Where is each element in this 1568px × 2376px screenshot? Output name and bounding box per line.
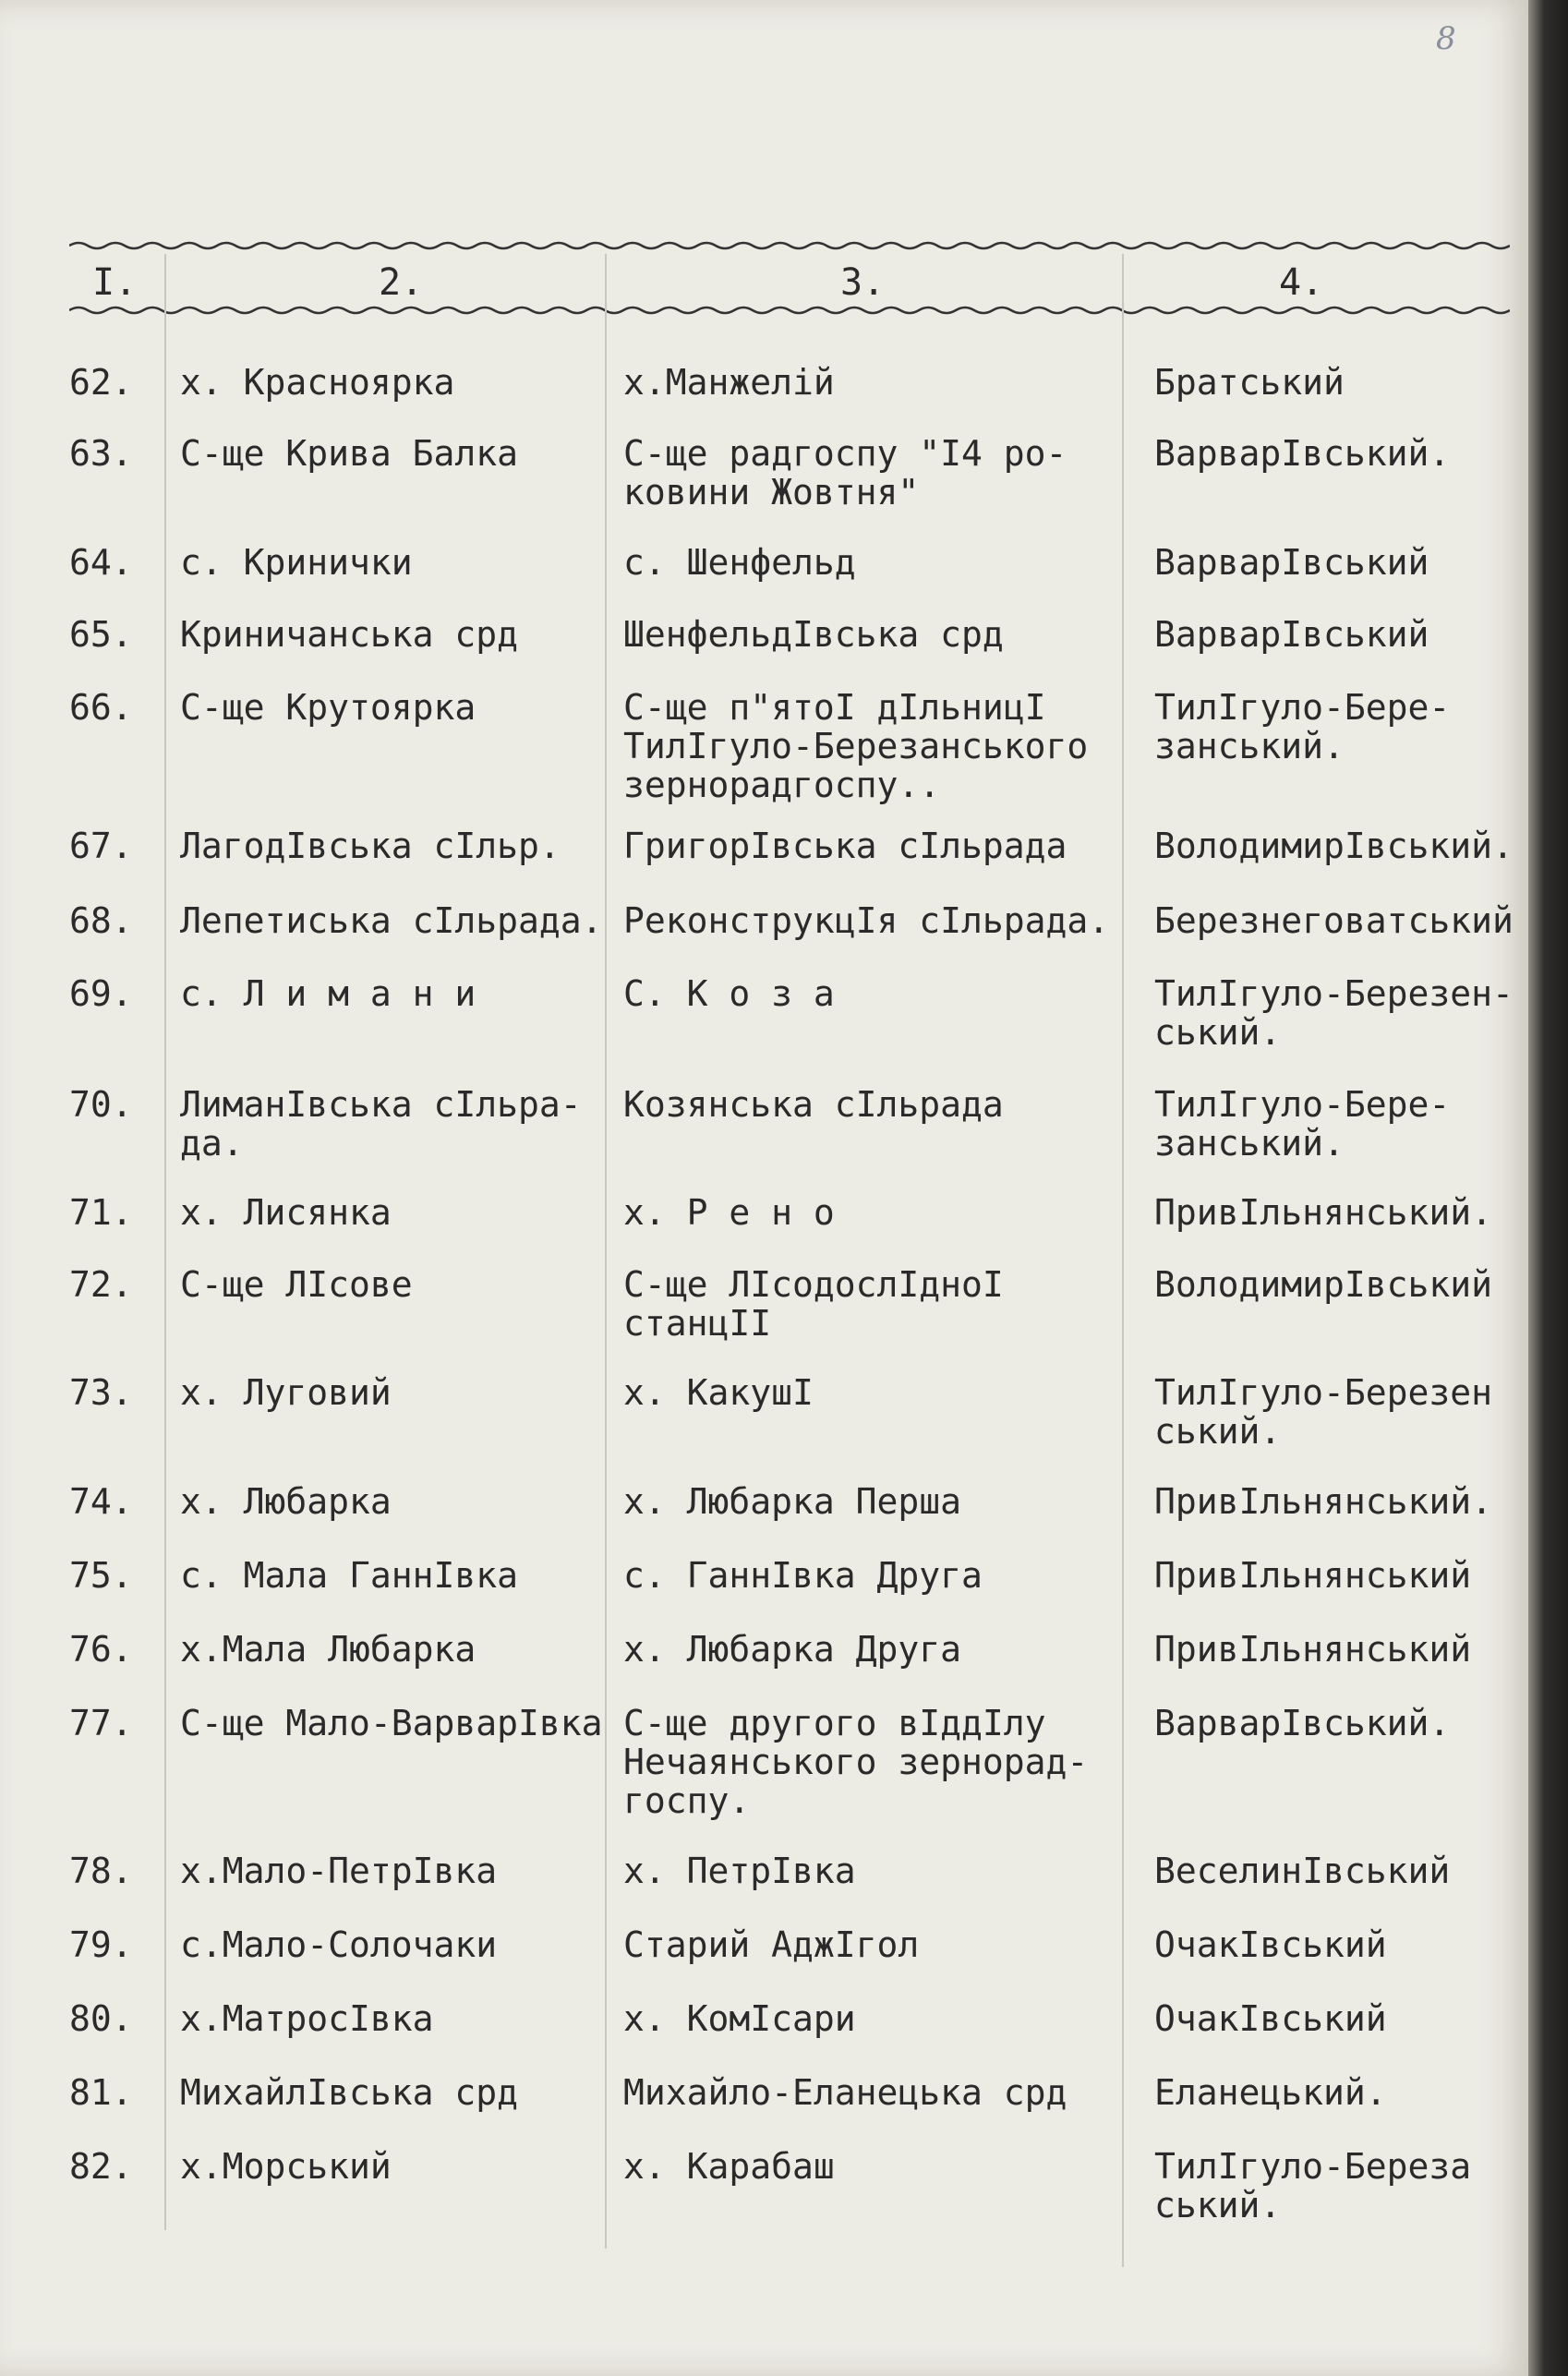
new-name: С-ще ЛIсодослIдноI станцII [623, 1264, 1004, 1344]
district: ТилIгуло-Бере- занський. [1154, 1084, 1451, 1164]
row-number: 69. [69, 973, 133, 1014]
district: ПривIльнянський [1154, 1629, 1472, 1670]
column-header-2: 2. [379, 261, 424, 304]
district: ОчакIвський [1154, 1998, 1387, 2039]
new-name: Козянська сIльрада [623, 1084, 1004, 1125]
old-name: С-ще Крутоярка [180, 687, 476, 728]
old-name: МихайлIвська срд [180, 2072, 519, 2113]
page-edge-shadow [1528, 0, 1568, 2376]
new-name: С-ще другого вIддIлу Нечаянського зернорад- госпу. [623, 1703, 1089, 1821]
new-name: С-ще радгоспу "I4 ро- ковини Жовтня" [623, 433, 1067, 513]
new-name: Михайло-Еланецька срд [623, 2072, 1067, 2113]
row-number: 62. [69, 362, 133, 403]
district: ВарварIвський. [1154, 1703, 1451, 1743]
district: Березнеговатський [1154, 900, 1514, 941]
row-number: 68. [69, 900, 133, 941]
new-name: Старий АджIгол [623, 1924, 920, 1965]
old-name: х. Луговий [180, 1372, 392, 1413]
header-bottom-wavy-rule [69, 303, 1510, 318]
old-name: с.Мало-Солочаки [180, 1924, 498, 1965]
row-number: 81. [69, 2072, 133, 2113]
page-number: 8 [1436, 20, 1456, 57]
old-name: ЛагодIвська сIльр. [180, 826, 561, 866]
old-name: х.Мало-ПетрIвка [180, 1851, 498, 1891]
column-header-3: 3. [840, 261, 886, 304]
new-name: ШенфельдIвська срд [623, 614, 1004, 655]
row-number: 70. [69, 1084, 133, 1125]
district: ВолодимирIвський [1154, 1264, 1493, 1305]
row-number: 66. [69, 687, 133, 728]
old-name: с. Мала ГаннIвка [180, 1555, 519, 1596]
district: ПривIльнянський [1154, 1555, 1472, 1596]
row-number: 78. [69, 1851, 133, 1891]
row-number: 73. [69, 1372, 133, 1413]
district: ТилIгуло-Березен ський. [1154, 1372, 1493, 1452]
row-number: 76. [69, 1629, 133, 1670]
new-name: С-ще п"ятоI дIльницI ТилIгуло-Березанського зернорадгоспу.. [623, 687, 1089, 805]
district: ВолодимирIвський. [1154, 826, 1514, 866]
new-name: с. ГаннIвка Друга [623, 1555, 983, 1596]
district: ПривIльнянський. [1154, 1192, 1493, 1233]
row-number: 63. [69, 433, 133, 474]
new-name: РеконструкцIя сIльрада. [623, 900, 1110, 941]
row-number: 65. [69, 614, 133, 655]
old-name: х. Лисянка [180, 1192, 392, 1233]
old-name: х. Красноярка [180, 362, 455, 403]
old-name: х.Мала Любарка [180, 1629, 476, 1670]
row-number: 80. [69, 1998, 133, 2039]
district: ВеселинIвський [1154, 1851, 1451, 1891]
old-name: с. Л и м а н и [180, 973, 476, 1014]
district: ОчакIвський [1154, 1924, 1387, 1965]
row-number: 74. [69, 1481, 133, 1522]
district: ПривIльнянський. [1154, 1481, 1493, 1522]
old-name: х.МатросIвка [180, 1998, 434, 2039]
row-number: 75. [69, 1555, 133, 1596]
new-name: х. КомIсари [623, 1998, 856, 2039]
old-name: х.Морський [180, 2146, 392, 2187]
old-name: х. Любарка [180, 1481, 392, 1522]
old-name: С-ще ЛIсове [180, 1264, 413, 1305]
old-name: с. Кринички [180, 542, 413, 583]
row-number: 77. [69, 1703, 133, 1743]
new-name: х. Любарка Перша [623, 1481, 962, 1522]
row-number: 64. [69, 542, 133, 583]
district: ВарварIвський. [1154, 433, 1451, 474]
new-name: х. ПетрIвка [623, 1851, 856, 1891]
old-name: ЛиманIвська сIльра- да. [180, 1084, 582, 1164]
old-name: Криничанська срд [180, 614, 519, 655]
row-number: 72. [69, 1264, 133, 1305]
row-number: 67. [69, 826, 133, 866]
district: ВарварIвський [1154, 614, 1429, 655]
new-name: с. Шенфельд [623, 542, 856, 583]
new-name: ГригорIвська сIльрада [623, 826, 1067, 866]
header-top-wavy-rule [69, 238, 1510, 253]
row-number: 79. [69, 1924, 133, 1965]
district: Братський [1154, 362, 1345, 403]
new-name: х. Р е н о [623, 1192, 835, 1233]
column-header-1: I. [92, 261, 138, 304]
new-name: С. К о з а [623, 973, 835, 1014]
column-divider-3 [1122, 254, 1124, 2267]
old-name: Лепетиська сIльрада. [180, 900, 603, 941]
row-number: 82. [69, 2146, 133, 2187]
column-divider-2 [605, 254, 607, 2249]
new-name: х. Карабаш [623, 2146, 835, 2187]
old-name: С-ще Мало-ВарварIвка [180, 1703, 603, 1743]
new-name: х. КакушI [623, 1372, 814, 1413]
row-number: 71. [69, 1192, 133, 1233]
column-divider-1 [164, 254, 166, 2230]
district: ВарварIвський [1154, 542, 1429, 583]
old-name: С-ще Крива Балка [180, 433, 519, 474]
district: ТилIгуло-Бере- занський. [1154, 687, 1451, 766]
district: Еланецький. [1154, 2072, 1387, 2113]
column-header-4: 4. [1279, 261, 1324, 304]
new-name: х.Манжелiй [623, 362, 835, 403]
new-name: х. Любарка Друга [623, 1629, 962, 1670]
district: ТилIгуло-Береза ський. [1154, 2146, 1472, 2225]
district: ТилIгуло-Березен- ський. [1154, 973, 1514, 1053]
